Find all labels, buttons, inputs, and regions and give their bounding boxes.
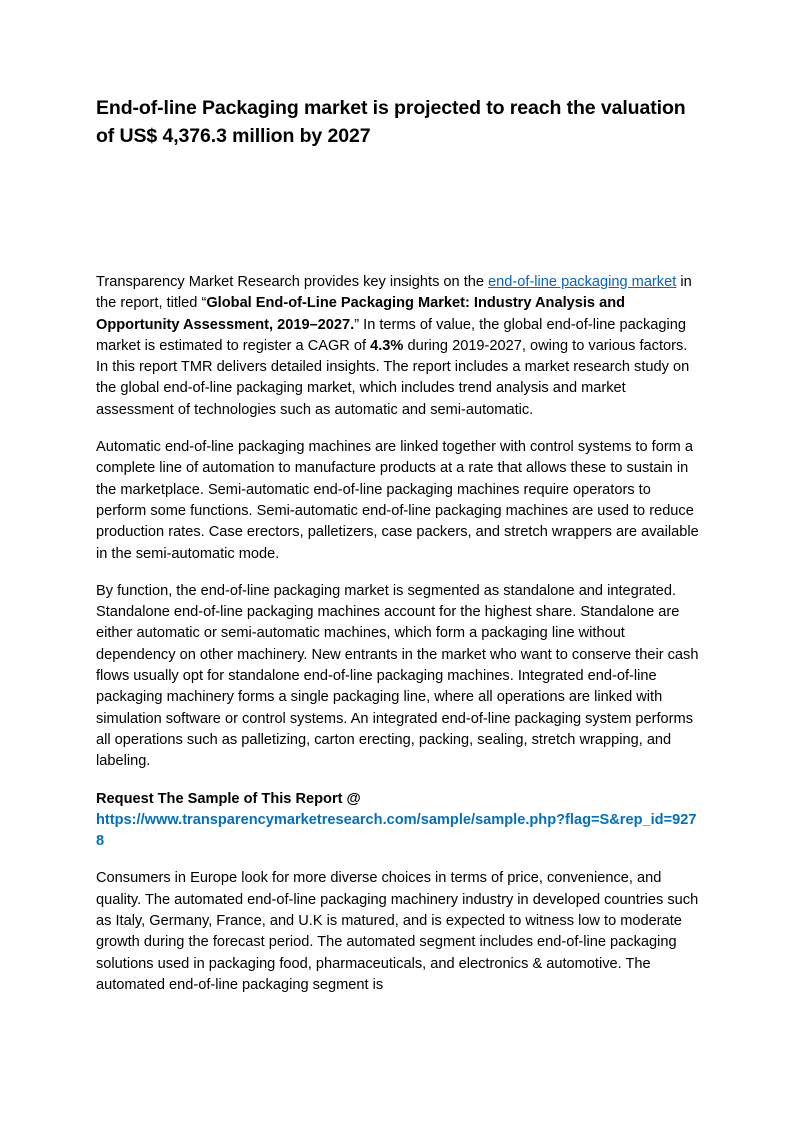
after-link-text: in the report, titled “: [96, 274, 692, 312]
paragraph-function: By function, the end-of-line packaging market is segmented as standalone and integrated. Standalone end-of-line packaging machines account for the highest share. Standalone are either automatic or semi-automatic machines, which form a packaging line without dependency on other machinery. New entrants in the market who want to conserve their cash flows usually opt for standalone end-of-line packaging machines. Integrated end-of-line packaging machinery forms a single packaging line, where all operations are linked with simulation software or control systems. An integrated end-of-line packaging system performs all operations such as palletizing, carton erecting, packing, sealing, stretch wrapping, and labeling.: [96, 582, 699, 770]
paragraph-intro: [96, 272, 700, 421]
intro-rest-text: during 2019-2027, owing to various factors. In this report TMR delivers detailed insights. The report includes a market research study on the global end-of-line packaging market, which includes trend analysis and market assessment of technologies such as automatic and semi-automatic.: [96, 337, 690, 418]
cagr-value: 4.3%: [370, 337, 404, 354]
intro-text: Transparency Market Research provides key insights on the: [96, 274, 489, 290]
paragraph-europe: Consumers in Europe look for more diverse choices in terms of price, convenience, and quality. The automated end-of-line packaging machinery industry in developed countries such as Italy, Germany, France, and U.K is matured, and is expected to witness low to moderate growth during the forecast period. The automated segment includes end-of-line packaging solutions used in packaging food, pharmaceuticals, and electronics & automotive. The automated end-of-line packaging segment is: [96, 870, 699, 993]
page-title: End-of-line Packaging market is projected to reach the valuation of US$ 4,376.3 million by 2027: [96, 97, 686, 147]
after-title-text: ” In terms of value, the global end-of-line packaging market is estimated to register a CAGR of: [96, 316, 687, 354]
document-page: [96, 94, 700, 1012]
sample-label: Request The Sample of This Report @: [96, 790, 361, 807]
report-title: Global End-of-Line Packaging Market: Industry Analysis and Opportunity Assessment, 2019–2027.: [96, 295, 626, 333]
sample-url-link[interactable]: https://www.transparencymarketresearch.com/sample/sample.php?flag=S&rep_id=9278: [96, 811, 697, 850]
sample-request: [96, 789, 700, 853]
market-report-link[interactable]: end-of-line packaging market: [488, 274, 677, 290]
paragraph-automatic: Automatic end-of-line packaging machines are linked together with control systems to form a complete line of automation to manufacture products at a rate that allows these to sustain in the marketplace. Semi-automatic end-of-line packaging machines require operators to perform some functions. Semi-automatic end-of-line packaging machines are used to reduce production rates. Case erectors, palletizers, case packers, and stretch wrappers are available in the semi-automatic mode.: [96, 439, 699, 562]
